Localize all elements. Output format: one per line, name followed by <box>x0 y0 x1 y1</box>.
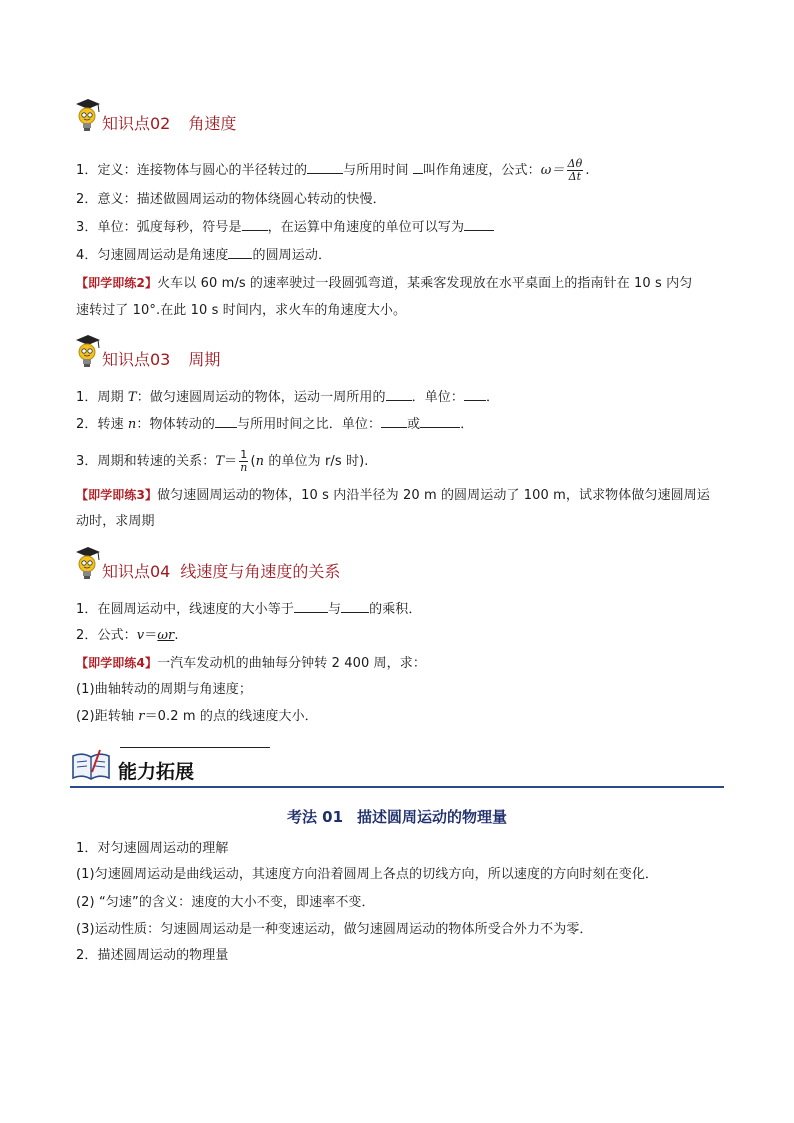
fill-blank <box>386 388 412 401</box>
text: . <box>174 628 179 643</box>
kp02-line1 <box>76 158 590 183</box>
kp03-title <box>102 347 220 370</box>
fill-blank <box>228 246 252 259</box>
text: 的圆周运动． <box>252 248 332 263</box>
fill-blank <box>307 161 343 174</box>
fraction-denominator: n <box>240 461 248 474</box>
kp04-title <box>102 559 340 582</box>
fill-blank <box>215 415 237 428</box>
fill-blank <box>341 600 369 613</box>
exercise-tag: 【即学即练4】 <box>76 656 158 670</box>
fill-blank <box>381 415 407 428</box>
text: ：物体转动的 <box>136 417 215 432</box>
text: 与所用时间之比．单位： <box>237 417 382 432</box>
text: ． <box>486 390 500 405</box>
graduate-bulb-icon <box>72 546 102 582</box>
fraction-numerator: 1 <box>240 448 248 461</box>
kp02-title-num: 知识点02 <box>102 114 171 133</box>
text: 的乘积． <box>369 602 422 617</box>
kp02-title <box>102 111 236 134</box>
fill-blank <box>242 218 268 231</box>
text: 与 <box>327 602 342 617</box>
text: 1．在圆周运动中，线速度的大小等于 <box>76 602 294 617</box>
kaofa-line5: 2．描述圆周运动的物理量 <box>76 948 229 963</box>
kaofa-line2: (1)匀速圆周运动是曲线运动，其速度方向沿着圆周上各点的切线方向，所以速度的方向时刻在变化． <box>76 867 659 882</box>
section-rule <box>70 786 724 788</box>
symbol-n: n <box>255 454 265 469</box>
kp03-line1 <box>76 388 499 407</box>
text: ＝0.2 m 的点的线速度大小． <box>144 709 318 724</box>
text: 或 <box>407 417 421 432</box>
text: ． <box>460 417 474 432</box>
kp02-heading <box>72 98 712 136</box>
fraction-numerator: Δθ <box>567 157 583 170</box>
kp04-question1: (1)曲轴转动的周期与角速度； <box>76 682 252 697</box>
fill-blank <box>413 161 423 174</box>
kp02-line2: 2．意义：描述做圆周运动的物体绕圆心转动的快慢． <box>76 192 386 207</box>
kp02-exercise-line2: 速转过了 10°.在此 10 s 时间内，求火车的角速度大小。 <box>76 303 407 318</box>
kp04-heading <box>72 546 712 584</box>
open-book-icon <box>70 748 112 784</box>
kp03-heading <box>72 334 712 372</box>
fill-blank <box>420 415 460 428</box>
symbol-v: v <box>136 628 145 643</box>
text: 1．定义：连接物体与圆心的半径转过的 <box>76 163 308 178</box>
kp02-title-text: 角速度 <box>188 114 237 133</box>
kp04-exercise-line1 <box>76 654 426 673</box>
text: ，在运算中角速度的单位可以写为 <box>267 220 465 235</box>
text: 2．公式： <box>76 628 137 643</box>
kaofa-text: 描述圆周运动的物理量 <box>357 808 508 826</box>
kp03-exercise-line1 <box>76 486 710 505</box>
section-header <box>70 746 724 788</box>
kp04-question2 <box>76 708 318 726</box>
kp02-line3 <box>76 218 494 237</box>
text: 火车以 60 m/s 的速率驶过一段圆弧弯道，某乘客发现放在水平桌面上的指南针在 10 s 内匀 <box>157 276 693 291</box>
text: ：做匀速圆周运动的物体，运动一周所用的 <box>136 390 386 405</box>
omega-symbol: ω＝ <box>540 163 565 178</box>
symbol-T: T <box>215 454 225 469</box>
text: 做匀速圆周运动的物体，10 s 内沿半径为 20 m 的圆周运动了 100 m，试求物体做匀速圆周运 <box>157 488 710 503</box>
kaofa-title <box>0 806 794 827</box>
fill-blank <box>464 218 494 231</box>
symbol-omega-r: ωr <box>157 628 175 643</box>
text: . <box>585 163 590 178</box>
graduate-bulb-icon <box>72 334 102 370</box>
text: 一汽车发动机的曲轴每分钟转 2 400 周，求： <box>157 656 426 671</box>
text: 4．匀速圆周运动是角速度 <box>76 248 229 263</box>
section-title: 能力拓展 <box>118 761 195 783</box>
exercise-tag: 【即学即练2】 <box>76 276 158 290</box>
text: ＝ <box>144 628 158 643</box>
fill-blank <box>294 600 328 613</box>
kaofa-line1: 1．对匀速圆周运动的理解 <box>76 841 229 856</box>
exercise-tag: 【即学即练3】 <box>76 488 158 502</box>
symbol-n: n <box>127 417 137 432</box>
kp03-title-text: 周期 <box>188 350 221 369</box>
text: 3．周期和转速的关系： <box>76 454 216 469</box>
text: ( <box>250 454 256 469</box>
symbol-r: r <box>138 709 145 724</box>
kp02-exercise-line1 <box>76 274 692 293</box>
kp04-line2 <box>76 627 179 645</box>
kp03-line2 <box>76 415 473 434</box>
kp04-title-num: 知识点04 <box>102 562 171 581</box>
text: (2)距转轴 <box>76 709 139 724</box>
symbol-T: T <box>127 390 137 405</box>
kp03-title-num: 知识点03 <box>102 350 171 369</box>
kp04-title-text: 线速度与角速度的关系 <box>180 562 341 581</box>
section-top-line <box>120 747 270 748</box>
formula-fraction <box>239 449 248 474</box>
kaofa-line4: (3)运动性质：匀速圆周运动是一种变速运动，做匀速圆周运动的物体所受合外力不为零． <box>76 922 593 937</box>
graduate-bulb-icon <box>72 98 102 134</box>
fill-blank <box>464 388 486 401</box>
kp04-line1 <box>76 600 422 619</box>
text: 的单位为 r/s 时). <box>264 454 369 469</box>
text: 3．单位：弧度每秒，符号是 <box>76 220 242 235</box>
kp03-line3 <box>76 449 369 474</box>
kp02-line4 <box>76 246 331 265</box>
text: 叫作角速度，公式： <box>422 163 541 178</box>
text: ＝ <box>224 454 238 469</box>
text: ．单位： <box>411 390 464 405</box>
text: 2．转速 <box>76 417 128 432</box>
text: 与所用时间 <box>343 163 413 178</box>
kaofa-line3: (2) “匀速”的含义：速度的大小不变，即速率不变． <box>76 895 375 910</box>
text: 1．周期 <box>76 390 128 405</box>
fraction-denominator: Δt <box>568 170 582 183</box>
kp03-exercise-line2: 动时，求周期 <box>76 514 155 529</box>
formula-fraction <box>567 158 584 183</box>
kaofa-num: 考法 01 <box>286 808 344 826</box>
